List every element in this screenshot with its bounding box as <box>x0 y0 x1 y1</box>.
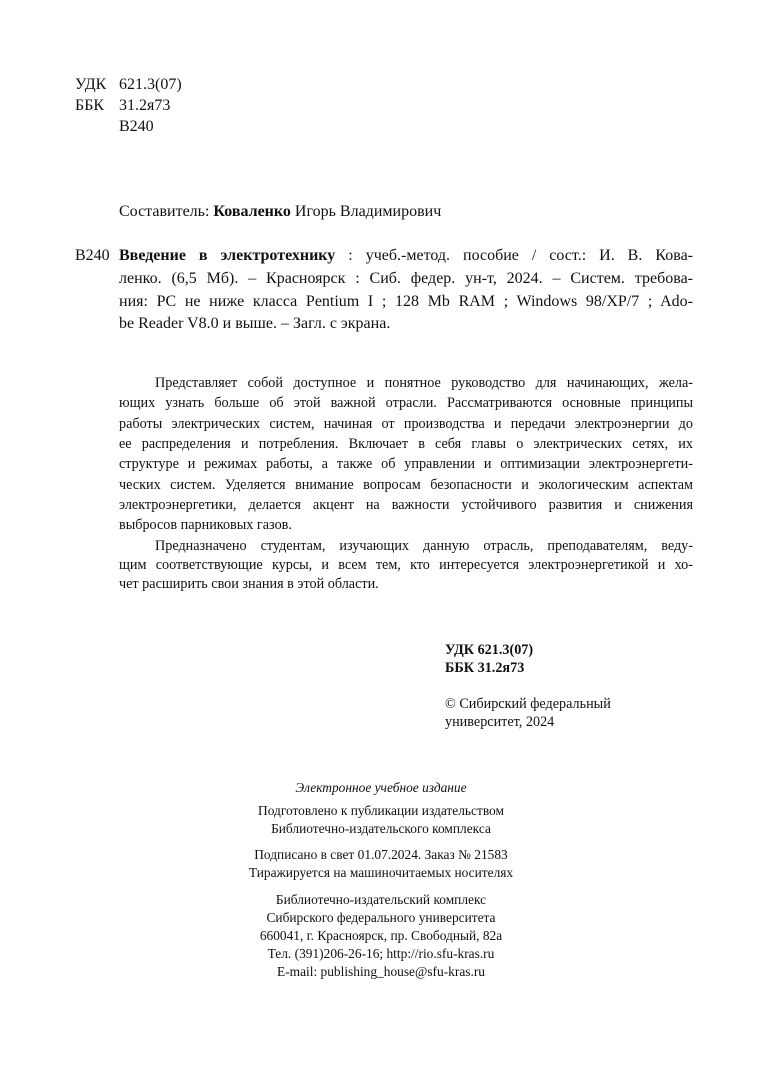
bbk-bottom: ББК 31.2я73 <box>445 660 525 676</box>
abstract-line: работы электрических систем, начиная от производства и передачи электроэнергии до <box>119 416 693 432</box>
abstract-line: структуре и режимах работы, а также об управлении и оптимизации электроэнергети- <box>119 456 693 472</box>
imprint-line: Тиражируется на машиночитаемых носителях <box>248 865 514 880</box>
udk-bottom: УДК 621.3(07) <box>445 642 534 658</box>
biblio-code: В240 <box>75 247 110 264</box>
biblio-line: ленко. (6,5 Мб). – Красноярск : Сиб. федер. ун-т, 2024. – Систем. требова- <box>119 270 693 287</box>
abstract-line: электроэнергетики, делается акцент на важности устойчивого развития и снижения <box>119 497 693 513</box>
copyright: университет, 2024 <box>445 714 555 730</box>
abstract-line: ее распределения и потребления. Включает в себя главы о электрических сетях, их <box>119 436 693 452</box>
imprint-line: Библиотечно-издательского комплекса <box>271 821 491 836</box>
imprint-line: Подписано в свет 01.07.2024. Заказ № 21583 <box>254 847 508 862</box>
imprint-line: Тел. (391)206-26-16; http://rio.sfu-kras.ru <box>267 946 495 961</box>
compiler-surname: Коваленко <box>213 203 291 220</box>
abstract-line: ющих узнать больше об этой важной отрасли. Рассматриваются основные принципы <box>119 395 693 411</box>
bbk-value: 31.2я73 <box>119 97 171 114</box>
abstract-line: чет расширить свои знания в этой области. <box>119 576 379 592</box>
author-code: В240 <box>119 118 154 135</box>
biblio-line: ния: PC не ниже класса Pentium I ; 128 Mb RAM ; Windows 98/XP/7 ; Ado- <box>119 293 693 310</box>
imprint-line: E-mail: publishing_house@sfu-kras.ru <box>277 964 485 979</box>
abstract-line: Представляет собой доступное и понятное руководство для начинающих, жела- <box>155 375 693 391</box>
udk-value: 621.3(07) <box>119 76 182 93</box>
compiler-name: Игорь Владимирович <box>294 203 442 220</box>
imprint-line: Библиотечно-издательский комплекс <box>275 892 487 907</box>
abstract-line: выбросов парниковых газов. <box>119 517 292 533</box>
bbk-label: ББК <box>75 97 105 114</box>
edition-type: Электронное учебное издание <box>295 780 467 795</box>
abstract-line: щим соответствующие курсы, и всем тем, кто интересуется электроэнергетикой и хо- <box>119 557 693 573</box>
copyright: © Сибирский федеральный <box>445 696 611 712</box>
imprint-line: Сибирского федерального университета <box>266 910 496 925</box>
abstract-line: Предназначено студентам, изучающих данную отрасль, преподавателям, веду- <box>155 538 693 554</box>
imprint-line: 660041, г. Красноярск, пр. Свободный, 82а <box>259 928 503 943</box>
imprint-line: Подготовлено к публикации издательством <box>258 803 504 818</box>
udk-label: УДК <box>75 76 107 93</box>
abstract-line: ческих систем. Уделяется внимание вопросам безопасности и экологическим аспектам <box>119 477 693 493</box>
biblio-line-1: Введение в электротехнику : учеб.-метод. пособие / сост.: И. В. Кова- <box>119 247 693 264</box>
biblio-line: be Reader V8.0 и выше. – Загл. с экрана. <box>119 315 391 332</box>
compiler-label: Составитель: <box>119 203 210 220</box>
book-title: Введение в электротехнику <box>119 247 336 264</box>
compiler-line <box>119 202 441 222</box>
